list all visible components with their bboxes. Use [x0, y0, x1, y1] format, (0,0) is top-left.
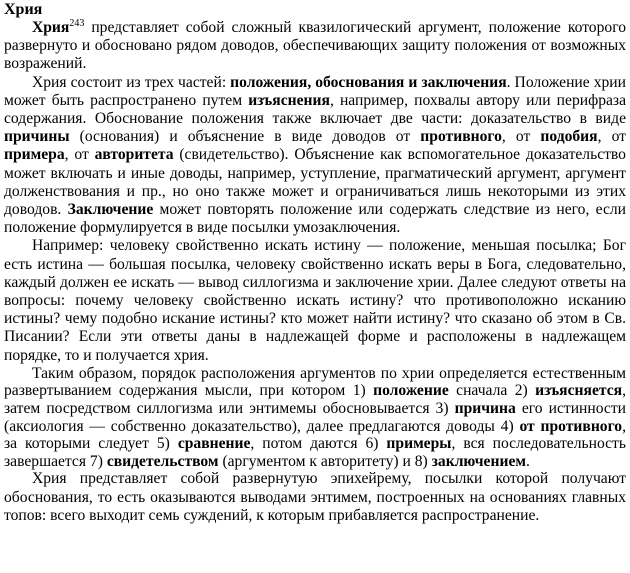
emphasized-term: подобия [540, 128, 598, 146]
emphasized-term: причины [4, 128, 70, 146]
text-run: его истинности (аксиология — собственно доказательство), далее предлагаются доводы 4) [4, 400, 627, 435]
emphasized-term: положение [373, 382, 449, 400]
text-run: , за которыми следует 5) [4, 417, 626, 453]
emphasized-term: изъясняется [535, 382, 623, 400]
emphasized-term: свидетельством [106, 452, 219, 470]
emphasized-term: примера [4, 146, 65, 164]
text-run: Таким образом, порядок расположения аргументов по хрии определяется естественным развертыванием содержания мысли, при котором 1) [4, 364, 626, 400]
emphasized-term: авторитета [94, 146, 174, 164]
emphasized-term: Хрия [32, 19, 70, 36]
emphasized-term: от противного [519, 417, 623, 435]
emphasized-term: сравнение [177, 435, 251, 453]
emphasized-term: противного [420, 128, 502, 146]
emphasized-term: положения, обоснования и заключения [230, 73, 507, 91]
text-run: . Положение хрии может быть распространено путем [4, 73, 626, 109]
text-run: , затем посредством силлогизма или энтимемы обосновывается 3) [4, 382, 626, 418]
text-run: (свидетельство). Объяснение как вспомогательное доказательство может включать и иные доводы, например, уступление, прагматический аргумент, аргумент долженствования и пр., но оно также может и ограничиваться лишь некоторыми из этих доводов. [4, 146, 626, 219]
text-run: представляет собой сложный квазилогический аргумент, положение которого развернуто и обосновано рядом доводов, обеспечивающих защиту положения от возможных возражений. [4, 19, 626, 73]
text-run: (основания) и объяснение в виде доводов от [69, 128, 421, 146]
text-run: , потом даются 6) [250, 435, 387, 453]
emphasized-term: причина [454, 400, 516, 418]
paragraph-order [4, 365, 626, 471]
text-run: сначала 2) [448, 382, 536, 400]
text-run: , от [597, 128, 626, 146]
emphasized-term: заключением [431, 452, 526, 470]
paragraph-example [4, 237, 626, 364]
text-run: Например: человеку свойственно искать истину — положение, меньшая посылка; Бог есть истина — большая посылка, человеку свойственно искать веры в Бога, следовательно, каждый должен ее искать — вывод силлогизма и заключение хрии. Далее следуют ответы на вопросы: почему человеку свойственно искать истину? что противоположно исканию истины? чему подобно искание истины? кто может найти истину? что сказано об этом в Св. Писании? Если эти ответы даны в надлежащей форме и расположены в надлежащем порядке, то и получается хрия. [4, 237, 626, 364]
footnote-marker: 243 [69, 18, 85, 29]
text-run: . [526, 452, 530, 470]
text-run: (аргументом к авторитету) и 8) [218, 452, 432, 470]
text-run: , от [64, 146, 95, 164]
text-run: Хрия представляет собой развернутую эпихейрему, посылки которой получают обоснования, то есть оказываются выводами энтимем, построенных на основаниях главных топов: всего выходит семь суждений, к которым прибавляется распространение. [4, 470, 626, 524]
paragraph-definition [4, 19, 626, 74]
emphasized-term: примеры [386, 435, 452, 453]
text-run: , например, похвалы автору или перифраза содержания. Обоснование положения также включает две части: доказательство в виде [4, 91, 626, 128]
paragraph-structure [4, 74, 626, 238]
text-run: Хрия состоит из трех частей: [32, 73, 231, 91]
page-title: Хрия [4, 1, 43, 18]
text-run: , вся последовательность завершается 7) [4, 435, 626, 470]
text-run: может повторять положение или содержать следствие из него, если положение формулируется в виде посылки умозаключения. [4, 201, 626, 237]
emphasized-term: Заключение [67, 201, 154, 219]
emphasized-term: изъяснения [248, 91, 330, 109]
paragraph-epicheireme [4, 470, 626, 525]
text-run: , от [501, 128, 541, 146]
document-body [4, 19, 626, 525]
